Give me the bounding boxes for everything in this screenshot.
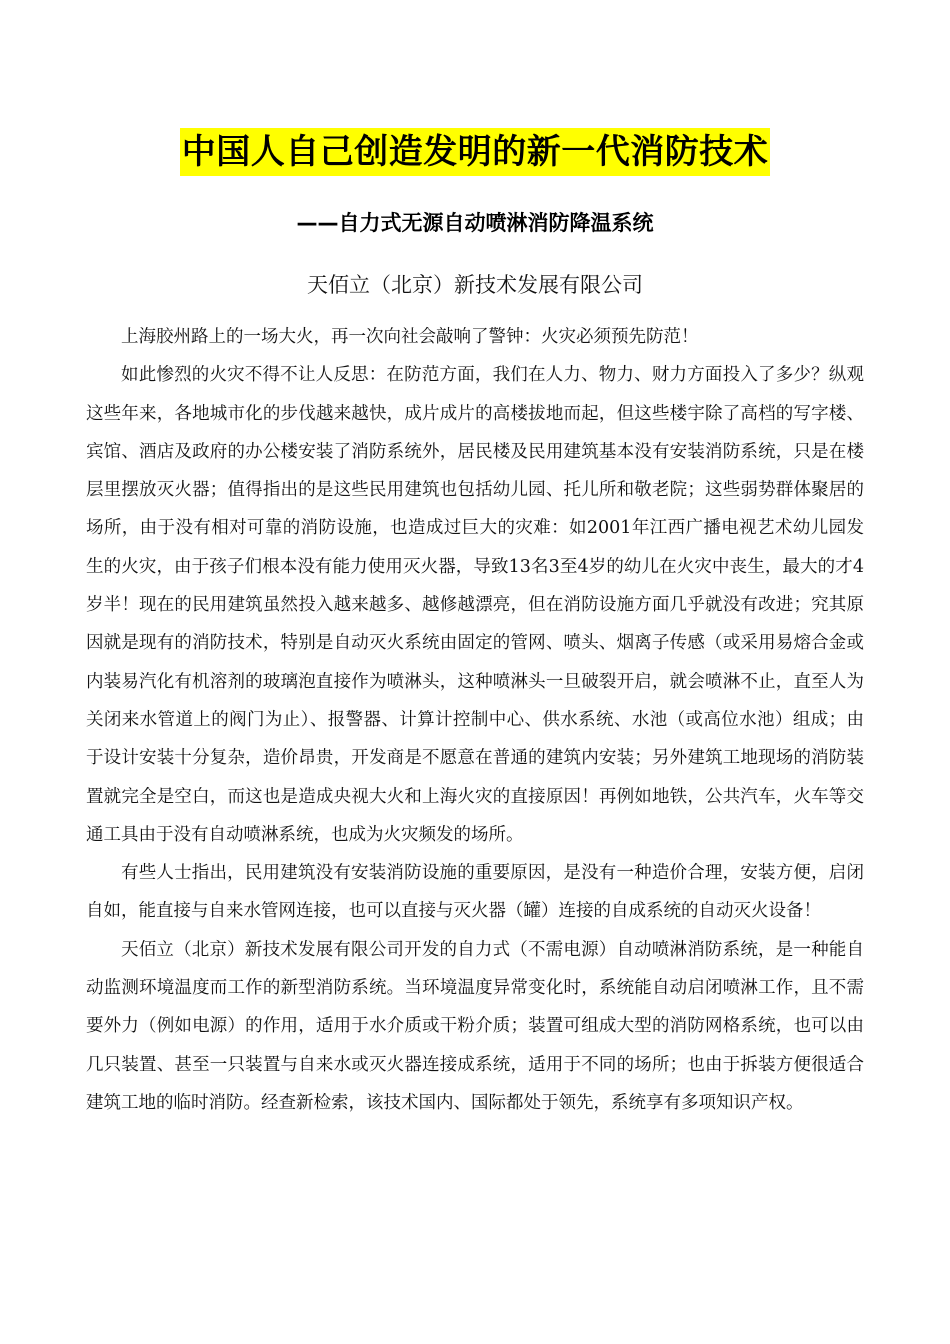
paragraph: 上海胶州路上的一场大火，再一次向社会敲响了警钟：火灾必须预先防范！ <box>121 327 699 347</box>
paragraph: 如此惨烈的火灾不得不让人反思：在防范方面，我们在人力、物力、财力方面投入了多少？纵观这些年来，各地城市化的步伐越来越快，成片成片的高楼拔地而起，但这些楼宇除了高档的写字楼、宾馆、酒店及政府的办公楼安装了消防系统外，居民楼及民用建筑基本没有安装消防系统，只是在楼层里摆放灭火器；值得指出的是这些民用建筑也包括幼儿园、托儿所和敬老院；这些弱势群体聚居的场所，由于没有相对可靠的消防设施，也造成过巨大的灾难：如2001年江西广播电视艺术幼儿园发生的火灾，由于孩子们根本没有能力使用灭火器，导致13名3至4岁的幼儿在火灾中丧生，最大的才4岁半！现在的民用建筑虽然投入越来越多、越修越漂亮，但在消防设施方面几乎就没有改进；究其原因就是现有的消防技术，特别是自动灭火系统由固定的管网、喷头、烟离子传感（或采用易熔合金或内装易汽化有机溶剂的玻璃泡直接作为喷淋头，这种喷淋头一旦破裂开启，就会喷淋不止，直至人为关闭来水管道上的阀门为止）、报警器、计算计控制中心、供水系统、水池（或高位水池）组成；由于设计安装十分复杂，造价昂贵，开发商是不愿意在普通的建筑内安装；另外建筑工地现场的消防装置就完全是空白，而这也是造成央视大火和上海火灾的直接原因！再例如地铁，公共汽车，火车等交通工具由于没有自动喷淋系统，也成为火灾频发的场所。 <box>86 365 864 845</box>
document-subtitle: ——自力式无源自动喷淋消防降温系统 <box>296 211 654 235</box>
title-block <box>0 128 950 176</box>
paragraph: 有些人士指出，民用建筑没有安装消防设施的重要原因，是没有一种造价合理，安装方便，启闭自如，能直接与自来水管网连接，也可以直接与灭火器（罐）连接的自成系统的自动灭火设备！ <box>86 863 864 922</box>
body-text <box>86 318 864 1122</box>
paragraph: 天佰立（北京）新技术发展有限公司开发的自力式（不需电源）自动喷淋消防系统，是一种能自动监测环境温度而工作的新型消防系统。当环境温度异常变化时，系统能自动启闭喷淋工作，且不需要外力（例如电源）的作用，适用于水介质或干粉介质；装置可组成大型的消防网格系统，也可以由几只装置、甚至一只装置与自来水或灭火器连接成系统，适用于不同的场所；也由于拆装方便很适合建筑工地的临时消防。经查新检索，该技术国内、国际都处于领先，系统享有多项知识产权。 <box>86 939 864 1113</box>
company-name: 天佰立（北京）新技术发展有限公司 <box>307 273 643 297</box>
document-title: 中国人自己创造发明的新一代消防技术 <box>180 128 771 176</box>
